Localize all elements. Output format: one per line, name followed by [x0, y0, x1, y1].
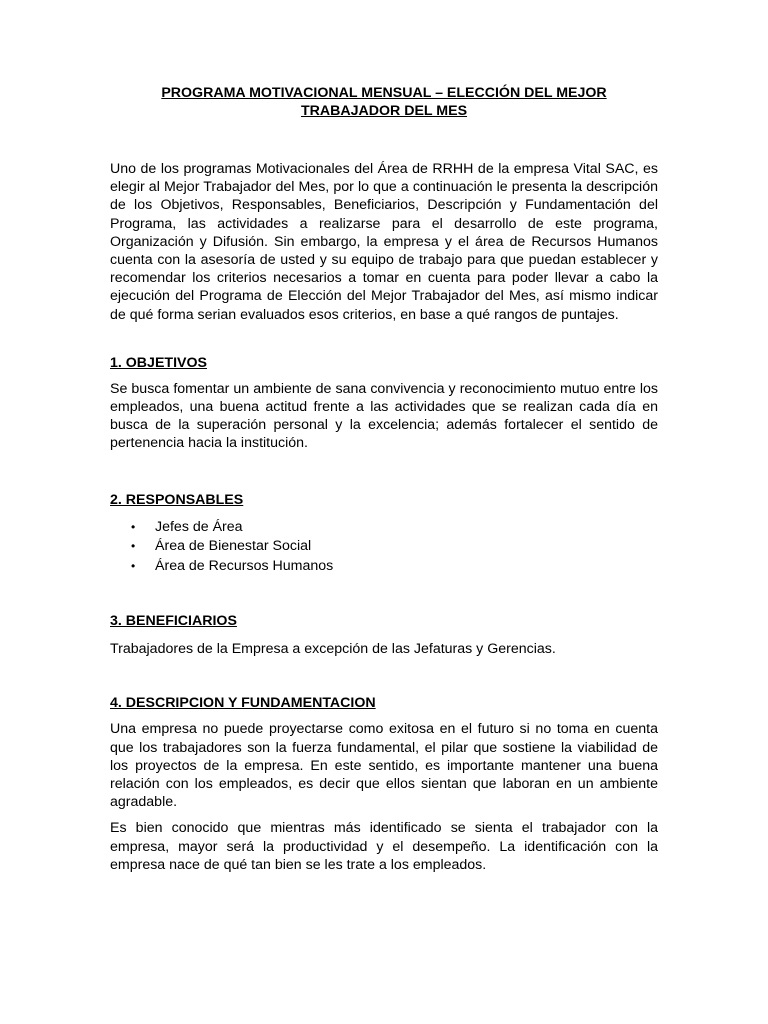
list-item	[110, 518, 658, 538]
document-title-line-2: TRABAJADOR DEL MES	[300, 103, 468, 119]
section-heading-responsables: 2. RESPONSABLES	[110, 491, 244, 508]
document-title-line-1: PROGRAMA MOTIVACIONAL MENSUAL – ELECCIÓN DEL MEJOR	[161, 85, 607, 101]
descripcion-paragraph-2: Es bien conocido que mientras más identificado se sienta el trabajador con la empresa, mayor será la productividad y el desempeño. La identificación con la empresa nace de qué tan bien se les trate a los empleados.	[110, 820, 658, 873]
list-item	[110, 557, 658, 577]
section-heading-beneficiarios: 3. BENEFICIARIOS	[110, 613, 237, 630]
list-item	[110, 537, 658, 557]
list-item-label: Área de Recursos Humanos	[155, 557, 334, 574]
list-item-label: Jefes de Área	[155, 518, 243, 535]
bullet-icon: •	[131, 519, 136, 534]
bullet-icon: •	[131, 539, 136, 554]
intro-paragraph: Uno de los programas Motivacionales del Área de RRHH de la empresa Vital SAC, es elegir al Mejor Trabajador del Mes, por lo que a continuación le presenta la descripción de los Objetivos, Responsables, Beneficiarios, Descripción y Fundamentación del Programa, las actividades a realizarse para el desarrollo de este programa, Organización y Difusión. Sin embargo, la empresa y el área de Recursos Humanos cuenta con la asesoría de usted y su equipo de trabajo para que puedan establecer y recomendar los criterios necesarios a tomar en cuenta para poder llevar a cabo la ejecución del Programa de Elección del Mejor Trabajador del Mes, así mismo indicar de qué forma serian evaluados esos criterios, en base a qué rangos de puntajes.	[110, 161, 658, 323]
document-title	[110, 84, 658, 120]
section-heading-descripcion: 4. DESCRIPCION Y FUNDAMENTACION	[110, 695, 376, 712]
list-item-label: Área de Bienestar Social	[155, 538, 312, 555]
section-heading-objetivos: 1. OBJETIVOS	[110, 354, 207, 371]
document-page	[110, 84, 658, 874]
responsables-list	[110, 518, 658, 577]
objetivos-paragraph: Se busca fomentar un ambiente de sana convivencia y reconocimiento mutuo entre los empleados, una buena actitud frente a las actividades que se realizan cada día en busca de la superación personal y la excelencia; además fortalecer el sentido de pertenencia hacia la institución.	[110, 380, 658, 452]
descripcion-paragraph-1: Una empresa no puede proyectarse como exitosa en el futuro si no toma en cuenta que los trabajadores son la fuerza fundamental, el pilar que sostiene la viabilidad de los proyectos de la empresa. En este sentido, es importante mantener una buena relación con los empleados, es decir que ellos sientan que laboran en un ambiente agradable.	[110, 721, 658, 811]
bullet-icon: •	[131, 558, 136, 573]
beneficiarios-paragraph: Trabajadores de la Empresa a excepción de las Jefaturas y Gerencias.	[110, 641, 556, 658]
